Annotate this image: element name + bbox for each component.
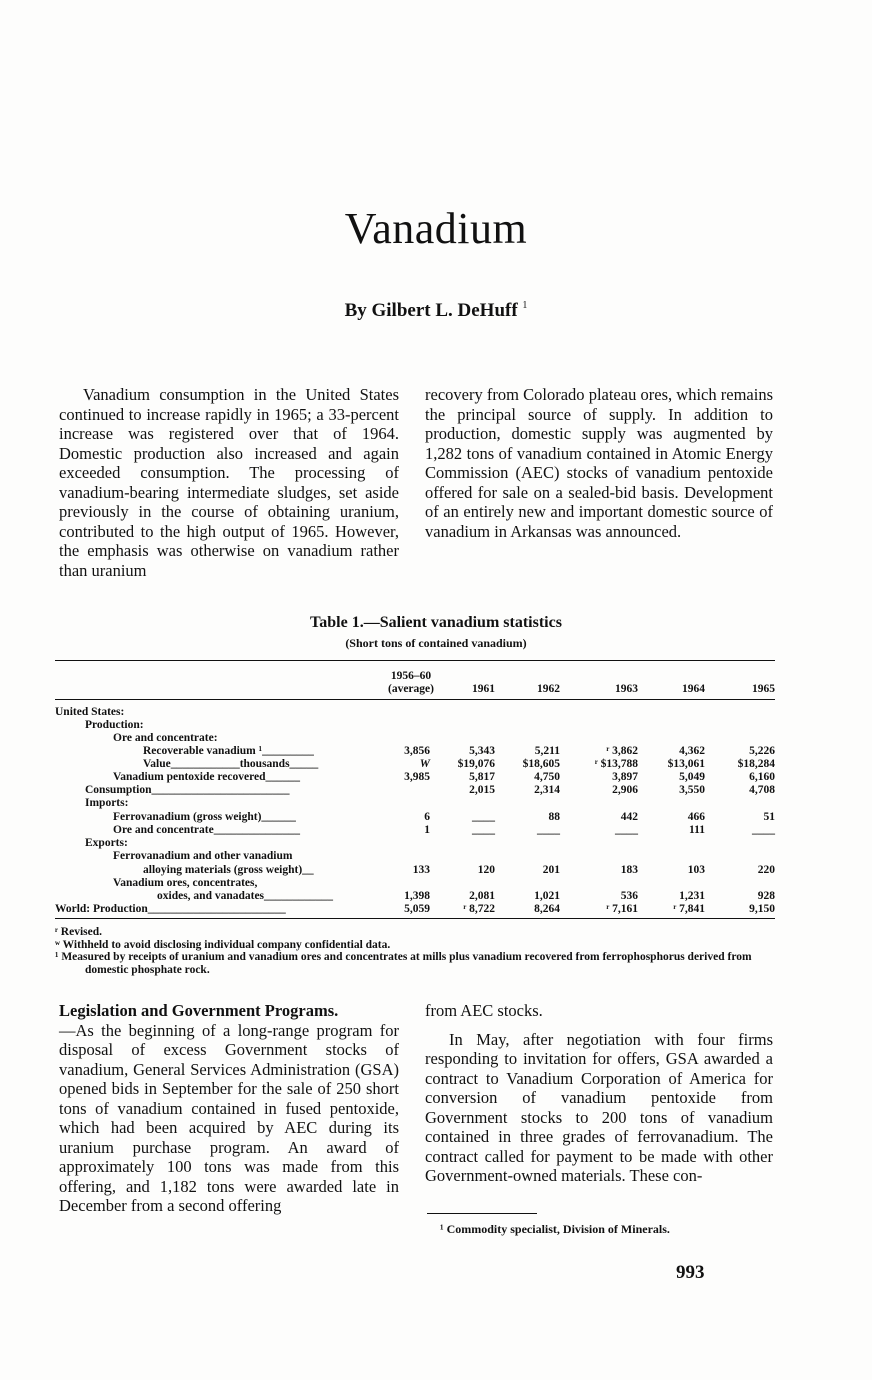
cell-1963: ʳ 3,862 bbox=[606, 745, 638, 757]
footnote-measured: ¹ Measured by receipts of uranium and vanadium ores and concentrates at mills plus vanadium recovered from ferrophosphorus derived from domestic phosphate rock. bbox=[55, 951, 752, 976]
cell-1964: 4,362 bbox=[679, 745, 705, 757]
col-header-1964: 1964 bbox=[682, 683, 705, 695]
footnote-revised: ʳ Revised. bbox=[55, 926, 103, 938]
row-label: Imports: bbox=[85, 797, 129, 809]
cell-1962: 201 bbox=[542, 864, 560, 876]
col-header-1961: 1961 bbox=[472, 683, 495, 695]
cell-1963: ʳ $13,788 bbox=[594, 758, 638, 770]
row-label: Vanadium ores, concentrates, bbox=[113, 877, 258, 889]
cell-1964: 111 bbox=[689, 824, 705, 836]
cell-1962: 88 bbox=[548, 811, 560, 823]
row-label: World: Production________________________ bbox=[55, 903, 286, 915]
cell-1962: 1,021 bbox=[534, 890, 560, 902]
table-row bbox=[55, 719, 775, 732]
cell-average: 1 bbox=[424, 824, 430, 836]
table-row bbox=[55, 797, 775, 810]
section-column-left bbox=[59, 1001, 399, 1216]
cell-1965: 51 bbox=[763, 811, 775, 823]
cell-1964: 103 bbox=[687, 864, 705, 876]
cell-1965: 5,226 bbox=[749, 745, 775, 757]
cell-average: 5,059 bbox=[404, 903, 430, 915]
cell-average: 133 bbox=[412, 864, 430, 876]
row-label: Consumption________________________ bbox=[85, 784, 290, 796]
row-label: alloying materials (gross weight)__ bbox=[143, 864, 314, 876]
author-footnote-ref: 1 bbox=[522, 300, 528, 311]
cell-1964: ʳ 7,841 bbox=[673, 903, 705, 915]
author-footnote: ¹ Commodity specialist, Division of Minerals. bbox=[440, 1222, 670, 1236]
table-title: Table 1.—Salient vanadium statistics bbox=[310, 614, 562, 631]
author-name: By Gilbert L. DeHuff bbox=[344, 300, 518, 321]
table-row bbox=[55, 745, 775, 758]
cell-1962: ____ bbox=[537, 824, 560, 836]
cell-1961: 5,817 bbox=[469, 771, 495, 783]
cell-1965: 6,160 bbox=[749, 771, 775, 783]
intro-paragraph-right: recovery from Colorado plateau ores, which remains the principal source of supply. In addition to production, domestic supply was augmented by 1,282 tons of vanadium contained in Atomic Energy Commission (AEC) stocks of vanadium pentoxide offered for sale on a sealed-bid basis. Development of an entirely new and important domestic source of vanadium in Arkansas was announced. bbox=[425, 385, 773, 541]
cell-1961: $19,076 bbox=[457, 758, 495, 770]
cell-1964: 466 bbox=[687, 811, 705, 823]
table-footnotes bbox=[55, 926, 775, 976]
cell-1964: 1,231 bbox=[679, 890, 705, 902]
cell-1961: 2,015 bbox=[469, 784, 495, 796]
table-header-rule bbox=[55, 699, 775, 700]
cell-average: W bbox=[419, 758, 430, 770]
table-top-rule bbox=[55, 660, 775, 661]
table-row bbox=[55, 811, 775, 824]
cell-1964: $13,061 bbox=[667, 758, 705, 770]
col-header-average: 1956–60 (average) bbox=[388, 670, 434, 695]
table-row bbox=[55, 837, 775, 850]
cell-1965: $18,284 bbox=[737, 758, 775, 770]
section-column-right bbox=[425, 1001, 773, 1186]
cell-1962: 5,211 bbox=[534, 745, 560, 757]
row-label: Ore and concentrate_______________ bbox=[113, 824, 300, 836]
cell-1964: 5,049 bbox=[679, 771, 705, 783]
cell-1961: ____ bbox=[472, 811, 495, 823]
cell-1963: 442 bbox=[620, 811, 638, 823]
cell-1963: ʳ 7,161 bbox=[606, 903, 638, 915]
row-label: oxides, and vanadates____________ bbox=[157, 890, 334, 902]
cell-average: 6 bbox=[424, 811, 430, 823]
cell-1963: 536 bbox=[620, 890, 638, 902]
cell-1963: 183 bbox=[620, 864, 638, 876]
byline bbox=[0, 300, 872, 322]
table-row bbox=[55, 771, 775, 784]
cell-1965: 9,150 bbox=[749, 903, 775, 915]
section-paragraph-right-1: from AEC stocks. bbox=[425, 1001, 543, 1020]
intro-paragraph-left: Vanadium consumption in the United States continued to increase rapidly in 1965; a 33-percent increase was registered over that of 1964. Domestic production also increased and again exceeded consumption. The processing of vanadium-bearing intermediate sludges, set aside previously in the course of obtaining uranium, contributed to the high output of 1965. However, the emphasis was otherwise on vanadium rather than uranium bbox=[59, 385, 399, 580]
table-row bbox=[55, 877, 775, 890]
table-row bbox=[55, 864, 775, 877]
row-label: Vanadium pentoxide recovered______ bbox=[113, 771, 300, 783]
row-label: Recoverable vanadium ¹_________ bbox=[143, 745, 314, 757]
cell-1965: 4,708 bbox=[749, 784, 775, 796]
cell-1961: 5,343 bbox=[469, 745, 495, 757]
cell-1961: 2,081 bbox=[469, 890, 495, 902]
col-header-1962: 1962 bbox=[537, 683, 560, 695]
section-paragraph-left bbox=[59, 1001, 399, 1216]
table-row bbox=[55, 758, 775, 771]
cell-1961: ____ bbox=[472, 824, 495, 836]
row-label: Ferrovanadium and other vanadium bbox=[113, 850, 293, 862]
cell-1963: 3,897 bbox=[612, 771, 638, 783]
cell-1961: 120 bbox=[477, 864, 495, 876]
footnote-rule bbox=[427, 1213, 537, 1214]
table-subtitle: (Short tons of contained vanadium) bbox=[345, 636, 527, 650]
cell-average: 3,985 bbox=[404, 771, 430, 783]
table-row bbox=[55, 890, 775, 903]
cell-1962: 8,264 bbox=[534, 903, 560, 915]
row-label: Value____________thousands_____ bbox=[143, 758, 319, 770]
cell-1965: 928 bbox=[757, 890, 775, 902]
table-row bbox=[55, 784, 775, 797]
row-label: Production: bbox=[85, 719, 144, 731]
section-heading: Legislation and Government Programs. bbox=[59, 1001, 339, 1020]
col-header-1963: 1963 bbox=[615, 683, 638, 695]
page-title: Vanadium bbox=[344, 204, 528, 253]
section-paragraph-right-2: In May, after negotiation with four firms responding to invitation for offers, GSA awarded a contract to Vanadium Corporation of America for conversion of vanadium pentoxide from Government stocks to 200 tons of vanadium contained in three grades of ferrovanadium. The contract called for payment to be made with other Government-owned materials. These con- bbox=[425, 1029, 773, 1185]
footnote-withheld: ʷ Withheld to avoid disclosing individual company confidential data. bbox=[55, 938, 391, 951]
row-label: Ore and concentrate: bbox=[113, 732, 218, 744]
row-label: Ferrovanadium (gross weight)______ bbox=[113, 811, 296, 823]
table-row bbox=[55, 706, 775, 719]
cell-average: 3,856 bbox=[404, 745, 430, 757]
row-label: Exports: bbox=[85, 837, 128, 849]
table-row bbox=[55, 903, 775, 916]
page-number: 993 bbox=[676, 1262, 705, 1283]
table-row bbox=[55, 850, 775, 863]
row-label: United States: bbox=[55, 706, 125, 718]
table-row bbox=[55, 732, 775, 745]
table-bottom-rule bbox=[55, 918, 775, 919]
cell-1965: ____ bbox=[752, 824, 775, 836]
cell-1962: $18,605 bbox=[522, 758, 560, 770]
cell-1963: 2,906 bbox=[612, 784, 638, 796]
cell-1962: 4,750 bbox=[534, 771, 560, 783]
cell-1964: 3,550 bbox=[679, 784, 705, 796]
cell-average: 1,398 bbox=[404, 890, 430, 902]
intro-column-right bbox=[425, 385, 773, 541]
cell-1965: 220 bbox=[757, 864, 775, 876]
cell-1961: ʳ 8,722 bbox=[463, 903, 495, 915]
table-row bbox=[55, 824, 775, 837]
section-text-left: —As the beginning of a long-range program for disposal of excess Government stocks of vanadium, General Services Administration (GSA) opened bids in September for the sale of 250 short tons of vanadium contained in fused pentoxide, which had been acquired by AEC during its uranium purchase program. An award of approximately 100 tons was made from this offering, and 1,182 tons were awarded late in December from a second offering bbox=[59, 1020, 399, 1215]
cell-1963: ____ bbox=[615, 824, 638, 836]
cell-1962: 2,314 bbox=[534, 784, 560, 796]
col-header-1965: 1965 bbox=[752, 683, 775, 695]
intro-column-left bbox=[59, 385, 399, 580]
